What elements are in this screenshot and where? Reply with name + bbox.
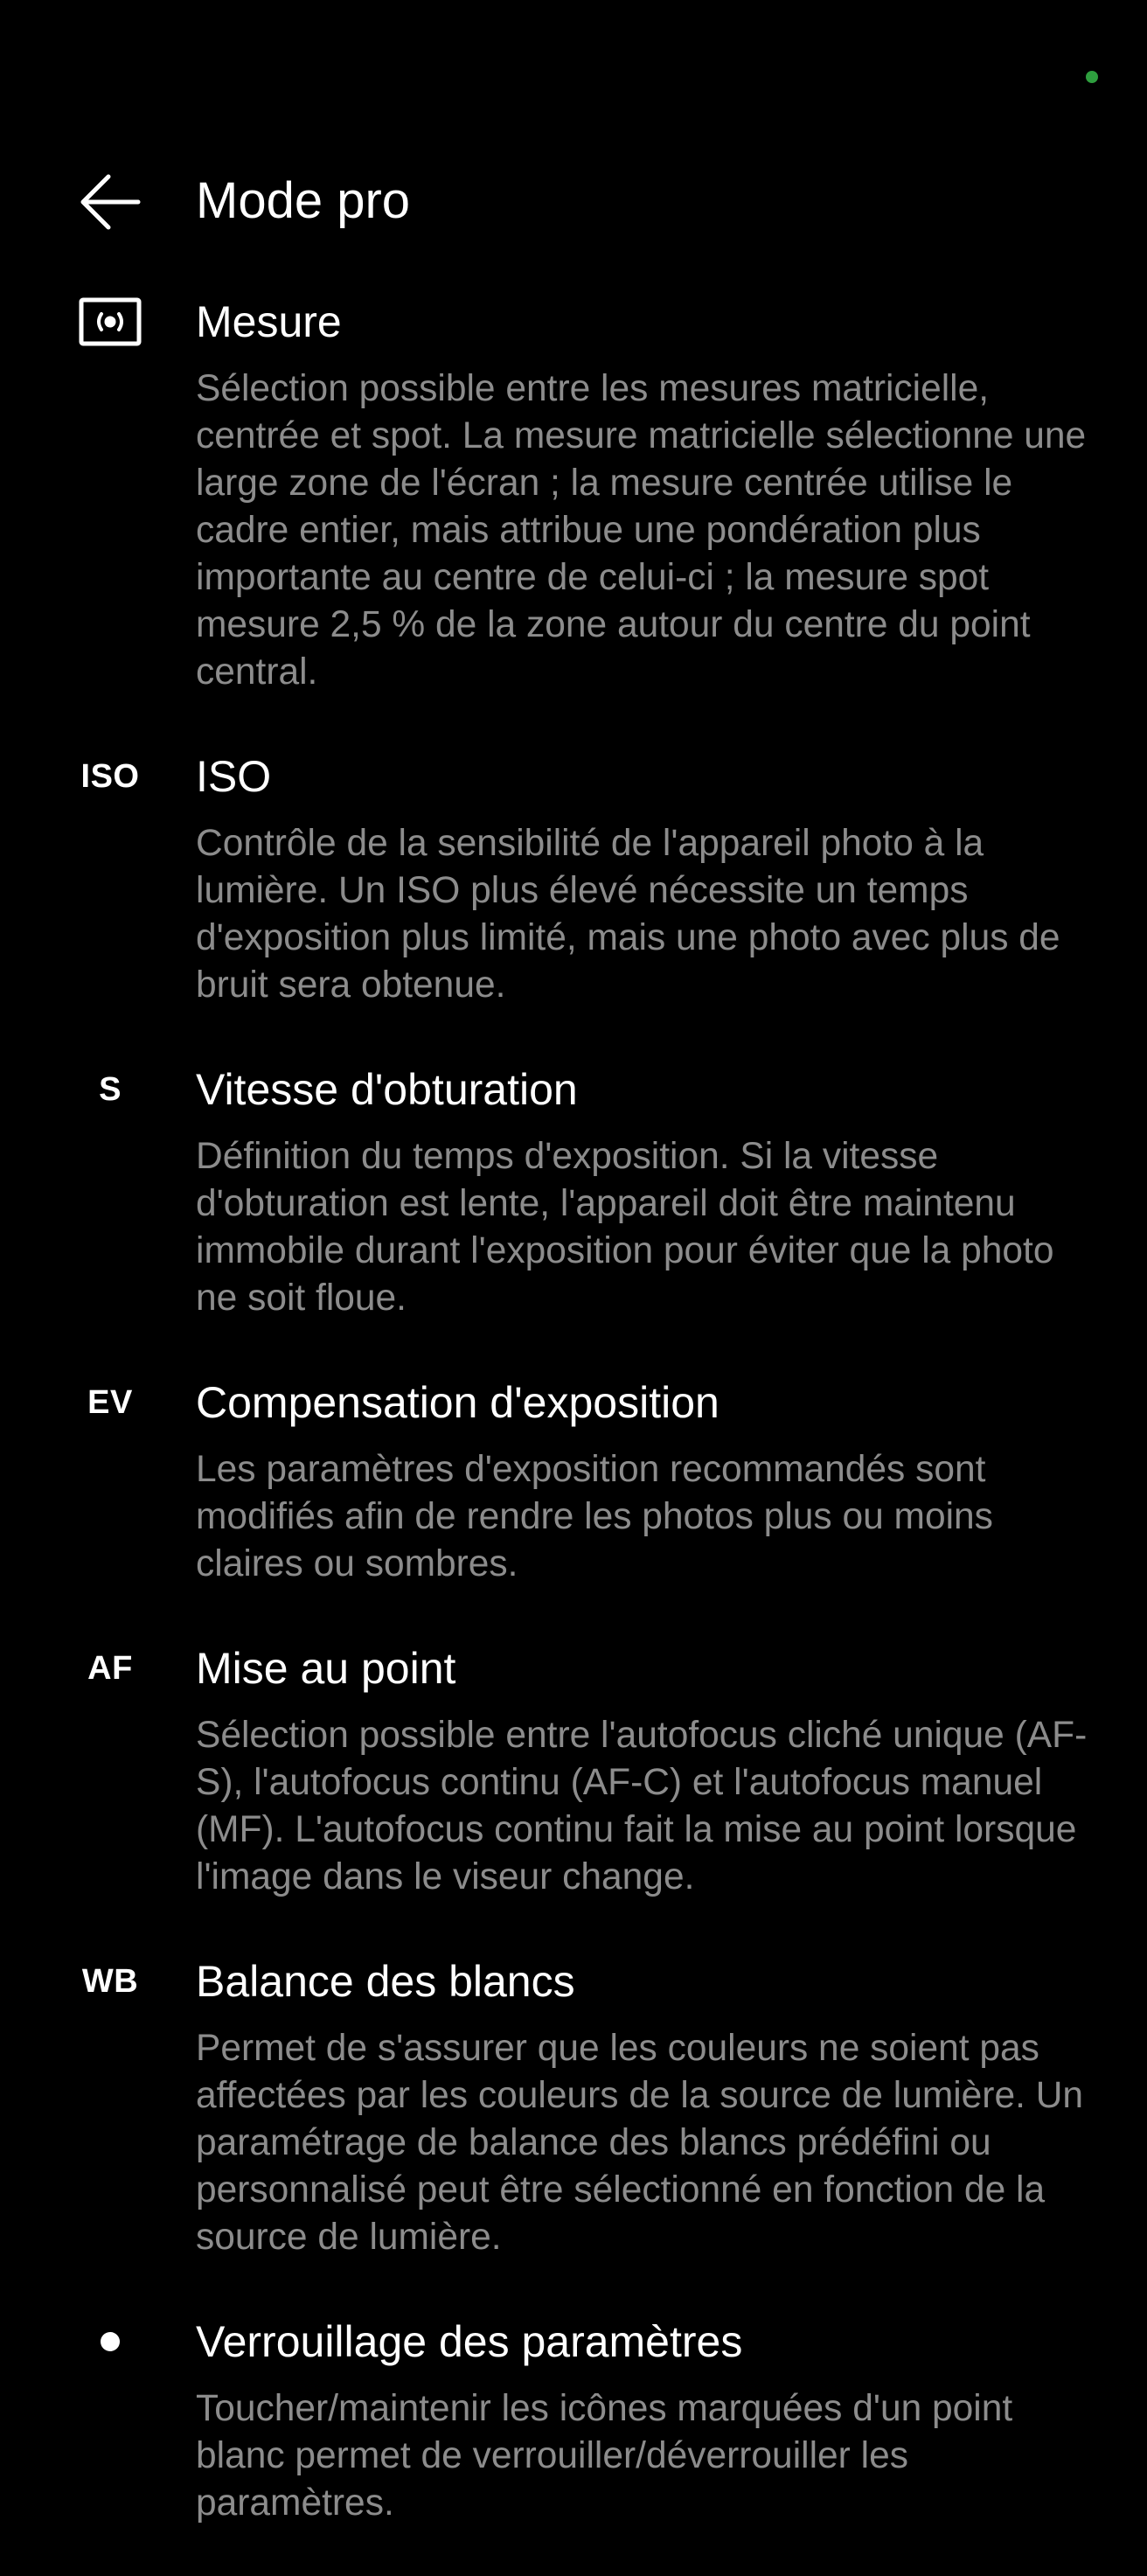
item-description: Sélection possible entre les mesures matricielle, centrée et spot. La mesure matricielle sélectionne une large zone de l'écran ; la mesure centrée utilise le cadre entier, mais attribue une pondération plus importante au centre de celui-ci ; la mesure spot mesure 2,5 % de la zone autour du centre du point central. [196, 368, 1087, 693]
dot-icon [58, 2310, 163, 2373]
list-item [0, 1371, 1147, 1588]
list-item [0, 1950, 1147, 2261]
item-title: Verrouillage des paramètres [196, 2317, 743, 2366]
list-item-body [196, 1371, 1088, 1588]
list-item-body [196, 1637, 1088, 1901]
item-description: Toucher/maintenir les icônes marquées d'un point blanc permet de verrouiller/déverrouiller les paramètres. [196, 2388, 1013, 2524]
list-item [0, 1637, 1147, 1901]
item-title: Balance des blancs [196, 1957, 575, 2006]
exposure-compensation-icon [58, 1371, 163, 1434]
shutter-speed-icon [58, 1058, 163, 1121]
item-title: ISO [196, 752, 272, 801]
item-icon-label: S [99, 1070, 122, 1108]
item-icon-label: ISO [80, 757, 140, 795]
list-item-body [196, 1950, 1088, 2261]
item-description: Définition du temps d'exposition. Si la vitesse d'obturation est lente, l'appareil doit être maintenu immobile durant l'exposition pour éviter que la photo ne soit floue. [196, 1136, 1054, 1319]
list-item [0, 745, 1147, 1009]
list-item [0, 1058, 1147, 1322]
arrow-left-icon [79, 173, 142, 231]
list-item-body [196, 290, 1088, 696]
item-description: Les paramètres d'exposition recommandés sont modifiés afin de rendre les photos plus ou moins claires ou sombres. [196, 1449, 993, 1584]
app-header [0, 157, 1147, 245]
item-title: Vitesse d'obturation [196, 1065, 578, 1114]
list-item [0, 2310, 1147, 2527]
camera-privacy-indicator [1086, 71, 1098, 83]
item-icon-label: AF [87, 1649, 133, 1687]
item-title: Compensation d'exposition [196, 1378, 719, 1427]
item-description: Permet de s'assurer que les couleurs ne soient pas affectées par les couleurs de la source de lumière. Un paramétrage de balance des blancs prédéfini ou personnalisé peut être sélectionné en fonction de la source de lumière. [196, 2028, 1084, 2258]
metering-icon [58, 290, 163, 353]
back-button[interactable] [68, 163, 152, 241]
pro-mode-settings-list [0, 290, 1147, 2576]
item-title: Mesure [196, 297, 342, 346]
item-description: Sélection possible entre l'autofocus cliché unique (AF-S), l'autofocus continu (AF-C) et l'autofocus manuel (MF). L'autofocus continu fait la mise au point lorsque l'image dans le viseur change. [196, 1715, 1088, 1897]
autofocus-icon [58, 1637, 163, 1700]
item-icon-label: EV [87, 1383, 133, 1421]
item-description: Contrôle de la sensibilité de l'appareil photo à la lumière. Un ISO plus élevé nécessite un temps d'exposition plus limité, mais une photo avec plus de bruit sera obtenue. [196, 823, 1060, 1006]
list-item-body [196, 745, 1088, 1009]
list-item-body [196, 1058, 1088, 1322]
page-title: Mode pro [196, 172, 411, 229]
iso-icon [58, 745, 163, 808]
list-item [0, 290, 1147, 696]
item-title: Mise au point [196, 1644, 456, 1693]
list-item-body [196, 2310, 1088, 2527]
item-icon-label: WB [81, 1962, 139, 2000]
white-balance-icon [58, 1950, 163, 2013]
